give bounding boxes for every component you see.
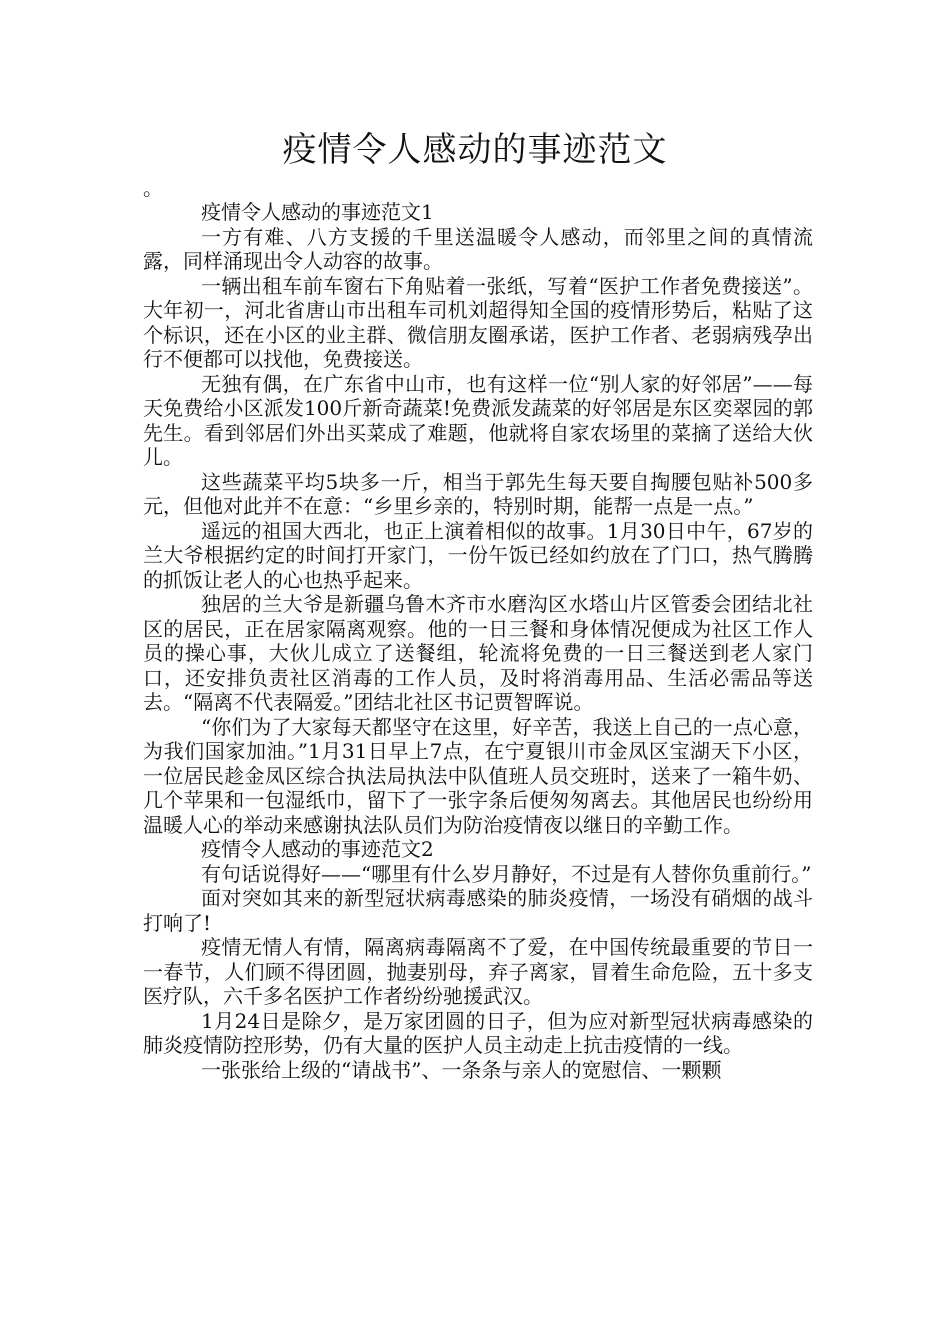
- paragraph: 一方有难、八方支援的千里送温暖令人感动，而邻里之间的真情流露，同样涌现出令人动容的故事。: [143, 224, 813, 273]
- section-heading-1: 疫情令人感动的事迹范文1: [201, 200, 434, 224]
- paragraph: 无独有偶，在广东省中山市，也有这样一位“别人家的好邻居”——每天免费给小区派发100斤新奇蔬菜!免费派发蔬菜的好邻居是东区奕翠园的郭先生。看到邻居们外出买菜成了难题，他就将自家农场里的菜摘了送给大伙儿。: [143, 371, 813, 469]
- paragraph: 疫情无情人有情，隔离病毒隔离不了爱，在中国传统最重要的节日一一春节，人们顾不得团圆，抛妻别母，弃子离家，冒着生命危险，五十多支医疗队，六千多名医护工作者纷纷驰援武汉。: [143, 935, 813, 1008]
- paragraph: 一张张给上级的“请战书”、一条条与亲人的宽慰信、一颗颗: [201, 1057, 722, 1082]
- paragraph: 有句话说得好——“哪里有什么岁月静好，不过是有人替你负重前行。”: [201, 861, 812, 886]
- paragraph: 1月24日是除夕，是万家团圆的日子，但为应对新型冠状病毒感染的肺炎疫情防控形势，仍有大量的医护人员主动走上抗击疫情的一线。: [143, 1008, 813, 1057]
- paragraph: 这些蔬菜平均5块多一斤，相当于郭先生每天要自掏腰包贴补500多元，但他对此并不在意：“乡里乡亲的，特别时期，能帮一点是一点。”: [143, 469, 813, 518]
- document-title: 疫情令人感动的事迹范文: [282, 130, 668, 170]
- paragraph: “你们为了大家每天都坚守在这里，好辛苦，我送上自己的一点心意，为我们国家加油。”1月31日早上7点，在宁夏银川市金凤区宝湖天下小区，一位居民趁金凤区综合执法局执法中队值班人员交班时，送来了一箱牛奶、几个苹果和一包湿纸巾，留下了一张字条后便匆匆离去。其他居民也纷纷用温暖人心的举动来感谢执法队员们为防治疫情夜以继日的辛勤工作。: [143, 714, 813, 837]
- paragraph: 面对突如其来的新型冠状病毒感染的肺炎疫情，一场没有硝烟的战斗打响了!: [143, 886, 813, 935]
- paragraph: 遥远的祖国大西北，也正上演着相似的故事。1月30日中午，67岁的兰大爷根据约定的时间打开家门，一份午饭已经如约放在了门口，热气腾腾的抓饭让老人的心也热乎起来。: [143, 518, 813, 592]
- document-body: [143, 200, 813, 1082]
- paragraph: 独居的兰大爷是新疆乌鲁木齐市水磨沟区水塔山片区管委会团结北社区的居民，正在居家隔离观察。他的一日三餐和身体情况便成为社区工作人员的操心事，大伙儿成立了送餐组，轮流将免费的一日三餐送到老人家门口，还安排负责社区消毒的工作人员，及时将消毒用品、生活必需品等送去。“隔离不代表隔爱。”团结北社区书记贾智晖说。: [143, 592, 813, 714]
- lead-mark: 。: [143, 176, 163, 200]
- paragraph: 一辆出租车前车窗右下角贴着一张纸，写着“医护工作者免费接送”。大年初一，河北省唐山市出租车司机刘超得知全国的疫情形势后，粘贴了这个标识，还在小区的业主群、微信朋友圈承诺，医护工作者、老弱病残孕出行不便都可以找他，免费接送。: [143, 273, 813, 371]
- section-heading-2: 疫情令人感动的事迹范文2: [201, 837, 434, 861]
